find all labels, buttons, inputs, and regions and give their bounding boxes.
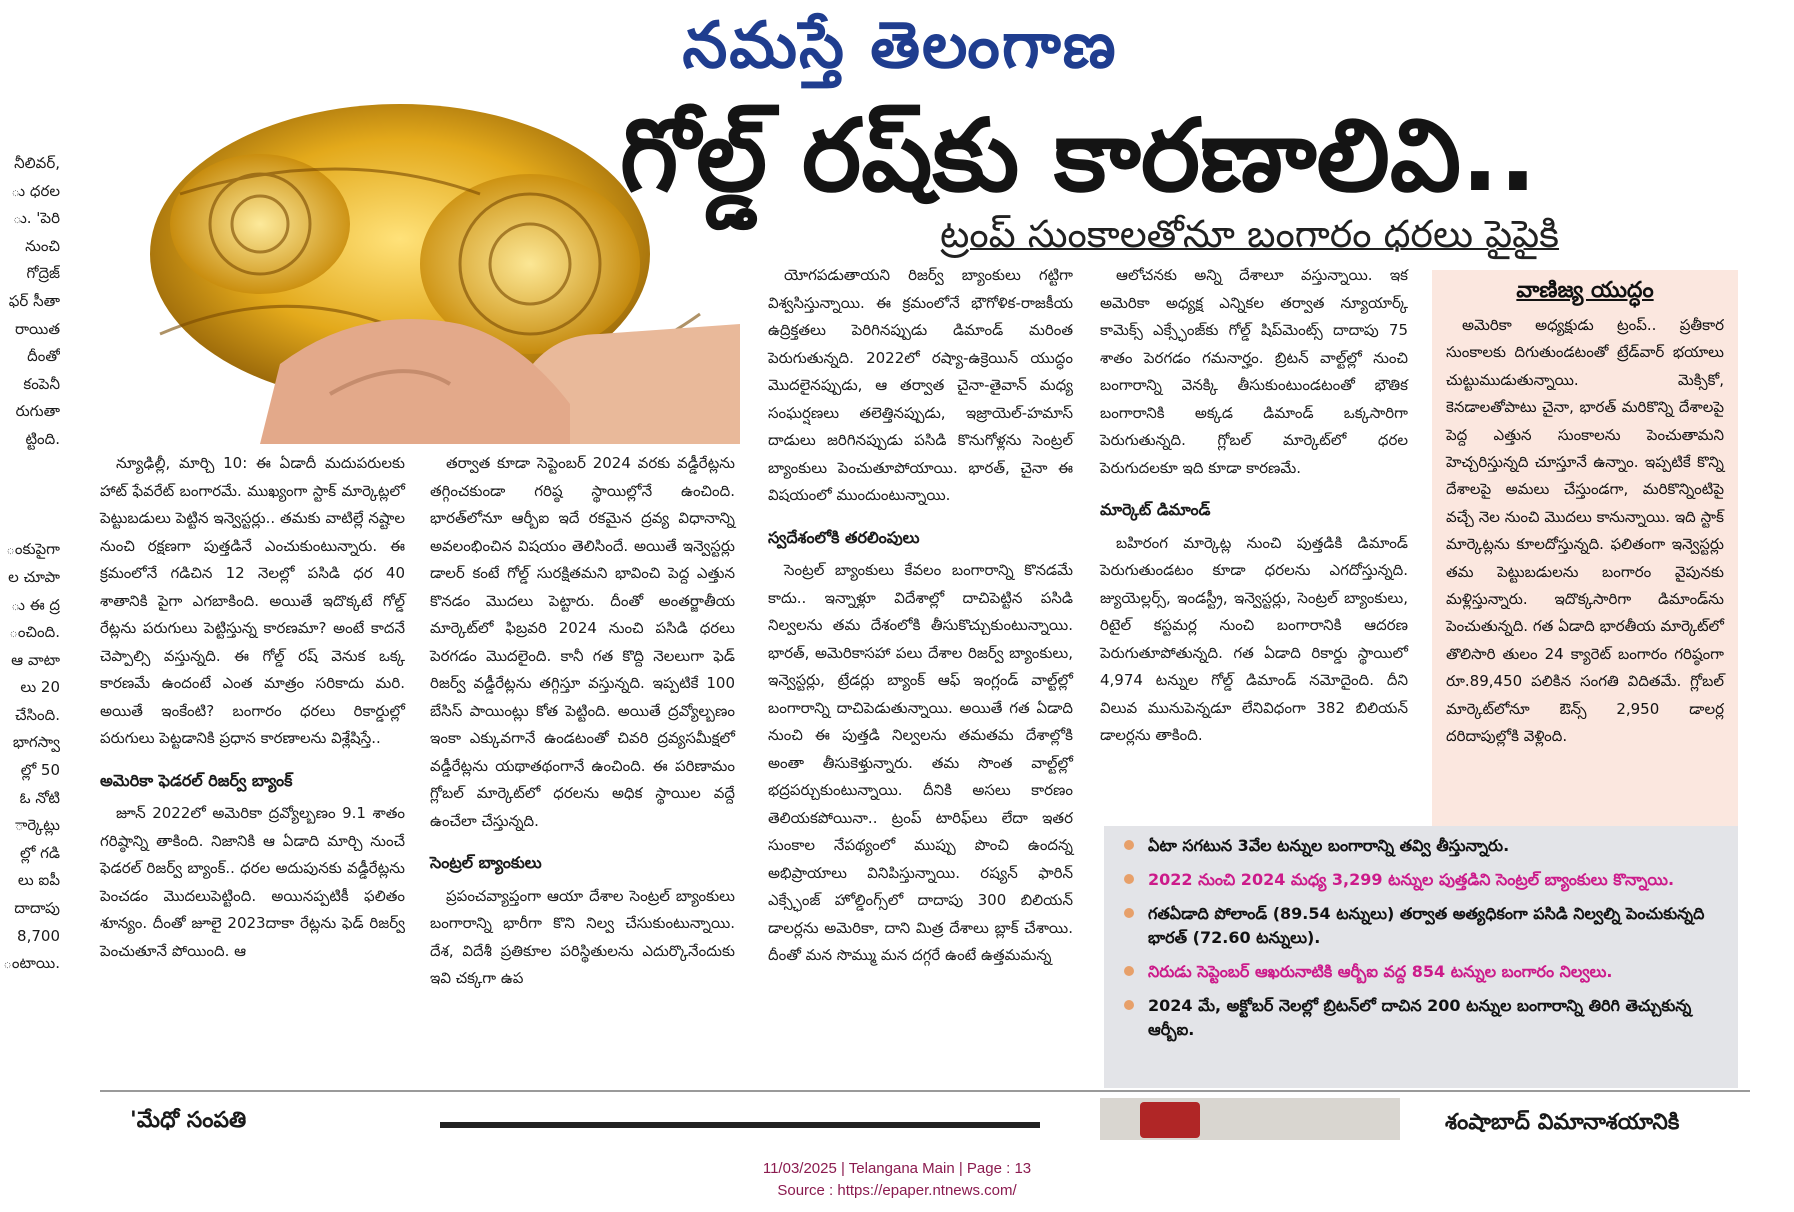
- strip-line: నీలివర్,: [14, 154, 60, 172]
- fact-text: నిరుడు సెప్టెంబర్ ఆఖరునాటికి ఆర్బీఐ వద్ద 854 టన్నుల బంగారం నిల్వలు.: [1148, 962, 1613, 981]
- strip-line: ట్టింది.: [25, 429, 60, 448]
- article-column-4: [1100, 262, 1408, 750]
- strip-line: ు ఈ ద్ర: [11, 595, 60, 614]
- strip-line: ల చూపా: [8, 567, 60, 586]
- article-paragraph: ఆలోచనకు అన్ని దేశాలూ వస్తున్నాయి. ఇక అమెరికా అధ్యక్ష ఎన్నికల తర్వాత న్యూయార్క్ కామెక్స్ ఎక్స్ఛేంజ్‌కు గోల్డ్ షిప్‌మెంట్స్ దాదాపు 75 శాతం పెరగడం గమనార్హం. బ్రిటన్ వాల్ట్‌ల్లో నుంచి బంగారాన్ని వెనక్కి తీసుకుంటుండటంతో భౌతిక బంగారానికి అక్కడ డిమాండ్ ఒక్కసారిగా పెరుగుతున్నది. గ్లోబల్ మార్కెట్‌లో ధరల పెరుగుదలకూ ఇది కూడా కారణమే.: [1100, 266, 1408, 477]
- next-article-left-title: 'మేధో సంపతి: [130, 1108, 247, 1133]
- next-article-headline-fragment: [440, 1118, 1060, 1138]
- fact-text: 2022 నుంచి 2024 మధ్య 3,299 టన్నుల పుత్తడిని సెంట్రల్ బ్యాంకులు కొన్నాయి.: [1148, 870, 1675, 889]
- next-article-right-title: శంషాబాద్ విమానాశయానికి: [1445, 1110, 1680, 1135]
- strip-line: ల్లో 50: [20, 761, 60, 780]
- strip-line: దీంతో: [27, 347, 60, 366]
- article-paragraph: బహిరంగ మార్కెట్ల నుంచి పుత్తడికి డిమాండ్ పెరుగుతుండటం కూడా ధరలను ఎగదోస్తున్నది. జ్యుయెల్లర్స్, ఇండస్ట్రీ, ఇన్వెస్టర్లు, సెంట్రల్ బ్యాంకులు, రిటైల్ కస్టమర్ల నుంచి బంగారానికి ఆదరణ పెరుగుతూపోతున్నది. గత ఏడాది రికార్డు స్థాయిలో 4,974 టన్నుల గోల్డ్ డిమాండ్ నమోదైంది. దీని విలువ మునుపెన్నడూ లేనివిధంగా 382 బిలియన్ డాలర్లను తాకింది.: [1100, 533, 1408, 744]
- section-divider: [100, 1090, 1750, 1092]
- bullet-icon: [1124, 908, 1134, 918]
- article-paragraph: తర్వాత కూడా సెప్టెంబర్ 2024 వరకు వడ్డీరేట్లను తగ్గించకుండా గరిష్ఠ స్థాయిల్లోనే ఉంచింది. భారత్‌లోనూ ఆర్బీఐ ఇదే రకమైన ద్రవ్య విధానాన్ని అవలంభించిన విషయం తెలిసిందే. అయితే ఇన్వెస్టర్లు డాలర్ కంటే గోల్డ్ సురక్షితమని భావించి పెద్ద ఎత్తున కొనడం మొదలు పెట్టారు. దీంతో అంతర్జాతీయ మార్కెట్‌లో ఫిబ్రవరి 2024 నుంచి పసిడి ధరలు పెరగడం మొదలైంది. కానీ గత కొద్ది నెలలుగా ఫెడ్ రిజర్వ్ వడ్డీరేట్లను తగ్గిస్తూ వస్తున్నది. ఇప్పటికే 100 బేసిస్ పాయింట్లు కోత పెట్టింది. అయితే ద్రవ్యోల్బణం ఇంకా ఎక్కువగానే ఉండటంతో చివరి ద్రవ్యసమీక్షలో వడ్డీరేట్లను యథాతథంగానే ఉంచింది. ఈ పరిణామం గ్లోబల్ మార్కెట్‌లో ధరలను అధిక స్థాయిల వద్దే ఉంచేలా చేస్తున్నది.: [430, 454, 735, 830]
- strip-line: [0, 454, 60, 482]
- strip-line: రుగుతా: [15, 402, 60, 421]
- bullet-icon: [1124, 840, 1134, 850]
- strip-line: కంపెనీ: [23, 374, 60, 393]
- strip-line: ు. 'పెరి: [12, 209, 60, 228]
- strip-line: ఫర్ సీతా: [8, 291, 60, 310]
- strip-line: ంచింది.: [9, 623, 60, 642]
- article-paragraph: యోగపడుతాయని రిజర్వ్ బ్యాంకులు గట్టిగా విశ్వసిస్తున్నాయి. ఈ క్రమంలోనే భౌగోళిక-రాజకీయ ఉద్రిక్తతలు పెరిగినప్పుడు డిమాండ్ మరింత పెరుగుతున్నది. 2022లో రష్యా-ఉక్రెయిన్ యుద్ధం మొదలైనప్పుడు, ఆ తర్వాత చైనా-తైవాన్ మధ్య సంఘర్షణలు తలెత్తినప్పుడు, ఇజ్రాయెల్-హమాస్ దాడులు జరిగినప్పుడు పసిడి కొనుగోళ్లను సెంట్రల్ బ్యాంకులు పెంచుతూపోయాయి. భారత్, చైనా ఈ విషయంలో ముందుంటున్నాయి.: [768, 266, 1073, 504]
- strip-line: దాదాపు: [14, 899, 60, 918]
- strip-line: లు 20: [20, 678, 60, 697]
- footer-date-edition: 11/03/2025 | Telangana Main | Page : 13: [762, 1160, 1032, 1177]
- strip-line: ఓ నోటి: [19, 788, 60, 807]
- article-paragraph: సెంట్రల్ బ్యాంకులు కేవలం బంగారాన్ని కొనడమే కాదు.. ఇన్నాళ్లూ విదేశాల్లో దాచిపెట్టిన పసిడి నిల్వలను తమ దేశంలోకి తీసుకొచ్చుకుంటున్నాయి. భారత్, అమెరికాసహా పలు దేశాల రిజర్వ్ బ్యాంకులు, ఇన్వెస్టర్లు, ట్రేడర్లు బ్యాంక్ ఆఫ్ ఇంగ్లండ్ వాల్ట్‌ల్లో బంగారాన్ని దాచిపెడుతున్నాయి. అయితే గత ఏడాది నుంచి ఈ పుత్తడి నిల్వలను తమతమ దేశాల్లోకి అంతా తీసుకెళ్తున్నారు. తమ సొంత వాల్ట్‌ల్లో భద్రపర్చుకుంటున్నాయి. దీనికి అసలు కారణం తెలియకపోయినా.. ట్రంప్ టారిఫ్‌లు లేదా ఇతర సుంకాల నేపథ్యంలో ముప్పు పొంచి ఉందన్న అభిప్రాయాలు వినిపిస్తున్నాయి. రష్యన్ ఫారిన్ ఎక్స్ఛేంజ్ హోల్డింగ్స్‌లో దాదాపు 300 బిలియన్ డాలర్లను అమెరికా, దాని మిత్ర దేశాలు బ్లాక్ చేశాయి. దీంతో మన సొమ్ము మన దగ్గరే ఉంటే ఉత్తమమన్న: [768, 561, 1073, 964]
- fact-item: [1118, 960, 1724, 984]
- fact-item: [1118, 868, 1724, 892]
- strip-line: గోద్రెజ్: [26, 264, 60, 283]
- fact-item: [1118, 834, 1724, 858]
- article-paragraph: జూన్ 2022లో అమెరికా ద్రవ్యోల్బణం 9.1 శాతం గరిష్ఠాన్ని తాకింది. నిజానికి ఆ ఏడాది మార్చి నుంచే ఫెడరల్ రిజర్వ్ బ్యాంక్.. ధరల అదుపునకు వడ్డీరేట్లను పెంచడం మొదలుపెట్టింది. అయినప్పటికీ ఫలితం శూన్యం. దీంతో జూలై 2023దాకా రేట్లను ఫెడ్ రిజర్వ్ పెంచుతూనే పోయింది. ఆ: [100, 804, 405, 960]
- fact-item: [1118, 994, 1724, 1042]
- facts-list: [1118, 834, 1724, 1042]
- section-heading: స్వదేశంలోకి తరలింపులు: [768, 527, 920, 547]
- bullet-icon: [1124, 1000, 1134, 1010]
- strip-line: లు ఐపీ: [17, 871, 60, 890]
- article-paragraph: ప్రపంచవ్యాప్తంగా ఆయా దేశాల సెంట్రల్ బ్యాంకులు బంగారాన్ని భారీగా కొని నిల్వ చేసుకుంటున్నాయి. దేశ, విదేశీ ప్రతికూల పరిస్థితులను ఎదుర్కొనేందుకు ఇవి చక్కగా ఉప: [430, 886, 735, 987]
- next-article-photo: [1100, 1098, 1400, 1140]
- footer-source[interactable]: Source : https://epaper.ntnews.com/: [777, 1182, 1017, 1199]
- strip-line: [0, 509, 60, 537]
- bullet-icon: [1124, 966, 1134, 976]
- strip-line: ల్లో గడి: [19, 843, 60, 862]
- article-column-3: [768, 262, 1073, 970]
- section-heading: అమెరికా ఫెడరల్ రిజర్వ్ బ్యాంక్: [100, 770, 293, 790]
- section-heading: సెంట్రల్ బ్యాంకులు: [430, 853, 542, 872]
- fact-text: గతఏడాది పోలాండ్ (89.54 టన్నులు) తర్వాత అత్యధికంగా పసిడి నిల్వల్ని పెంచుకున్నది భారత్ (72.60 టన్నులు).: [1148, 904, 1705, 947]
- strip-line: ు ధరల: [11, 181, 60, 200]
- strip-line: భాగస్వా: [12, 733, 60, 752]
- headline: గోల్డ్ రష్‌కు కారణాలివి..: [620, 97, 1537, 214]
- subheadline: ట్రంప్ సుంకాలతోనూ బంగారం ధరలు పైపైకి: [940, 212, 1560, 256]
- strip-line: ార్కెట్లు: [14, 816, 60, 835]
- strip-line: ంటాయి.: [3, 954, 60, 973]
- sidebar-text: అమెరికా అధ్యక్షుడు ట్రంప్.. ప్రతీకార సుంకాలకు దిగుతుండటంతో ట్రేడ్‌వార్ భయాలు చుట్టుముడుతున్నాయి. మెక్సికో, కెనడాలతోపాటు చైనా, భారత్ మరికొన్ని దేశాలపై పెద్ద ఎత్తున సుంకాలను పెంచుతామని హెచ్చరిస్తున్నది చూస్తూనే ఉన్నాం. ఇప్పటికే కొన్ని దేశాలపై అమలు చేస్తుండగా, మరికొన్నింటిపై వచ్చే నెల నుంచి మొదలు కానున్నాయి. ఇది స్టాక్ మార్కెట్లను కూలదోస్తున్నది. ఫలితంగా ఇన్వెస్టర్లు తమ పెట్టుబడులను బంగారం వైపునకు మళ్లిస్తున్నారు. ఇదొక్కసారిగా డిమాండ్‌ను పెంచుతున్నది. గత ఏడాది భారతీయ మార్కెట్‌లో తొలిసారి తులం 24 క్యారెట్ బంగారం గరిష్ఠంగా రూ.89,450 పలికిన సంగతి విదితమే. గ్లోబల్ మార్కెట్‌లోనూ ఔన్స్ 2,950 డాలర్ల దరిదాపుల్లోకి వెళ్లింది.: [1446, 316, 1724, 746]
- section-heading: మార్కెట్ డిమాండ్: [1100, 500, 1211, 519]
- strip-line: రాయిత: [14, 319, 60, 338]
- sidebar-title: వాణిజ్య యుద్ధం: [1516, 278, 1654, 303]
- facts-box: [1104, 826, 1738, 1088]
- bullet-icon: [1124, 874, 1134, 884]
- strip-line: ంకుపైగా: [6, 540, 60, 559]
- article-column-2: [430, 450, 735, 993]
- gift-box-icon: [1140, 1102, 1200, 1138]
- masthead: నమస్తే తెలంగాణ: [682, 8, 1118, 83]
- trade-war-sidebar: [1432, 270, 1738, 826]
- fact-item: [1118, 902, 1724, 950]
- fact-text: ఏటా సగటున 3వేల టన్నుల బంగారాన్ని తవ్వి తీస్తున్నారు.: [1148, 836, 1510, 855]
- strip-line: ఆ వాటా: [11, 650, 60, 669]
- article-column-1: [100, 450, 405, 965]
- strip-line: చేసింది.: [15, 705, 60, 724]
- strip-line: 8,700: [17, 926, 60, 945]
- article-paragraph: న్యూఢిల్లీ, మార్చి 10: ఈ ఏడాదీ మదుపరులకు హాట్ ఫేవరేట్ బంగారమే. ముఖ్యంగా స్టాక్ మార్కెట్లలో పెట్టుబడులు పెట్టిన ఇన్వెస్టర్లు.. తమకు వాటిల్లే నష్టాల నుంచి రక్షణగా పుత్తడినే ఎంచుకుంటున్నారు. ఈ క్రమంలోనే గడిచిన 12 నెలల్లో పసిడి ధర 40 శాతానికి పైగా ఎగబాకింది. అయితే ఇదొక్కటే గోల్డ్ రేట్లను పరుగులు పెట్టిస్తున్న కారణమా? అంటే కాదనే చెప్పాల్సి వస్తున్నది. ఈ గోల్డ్ రష్ వెనుక ఒక్క కారణమే ఉందంటే ఎంత మాత్రం సరికాదు మరి. అయితే ఇంకేంటి? బంగారం ధరలు రికార్డుల్లో పరుగులు పెట్టడానికి ప్రధాన కారణాలను విశ్లేషిస్తే..: [100, 454, 405, 747]
- strip-line: నుంచి: [25, 236, 60, 255]
- previous-article-strip: [0, 150, 60, 1080]
- strip-line: [0, 481, 60, 509]
- fact-text: 2024 మే, అక్టోబర్ నెలల్లో బ్రిటన్‌లో దాచిన 200 టన్నుల బంగారాన్ని తిరిగి తెచ్చుకున్న ఆర్బీఐ.: [1148, 996, 1692, 1039]
